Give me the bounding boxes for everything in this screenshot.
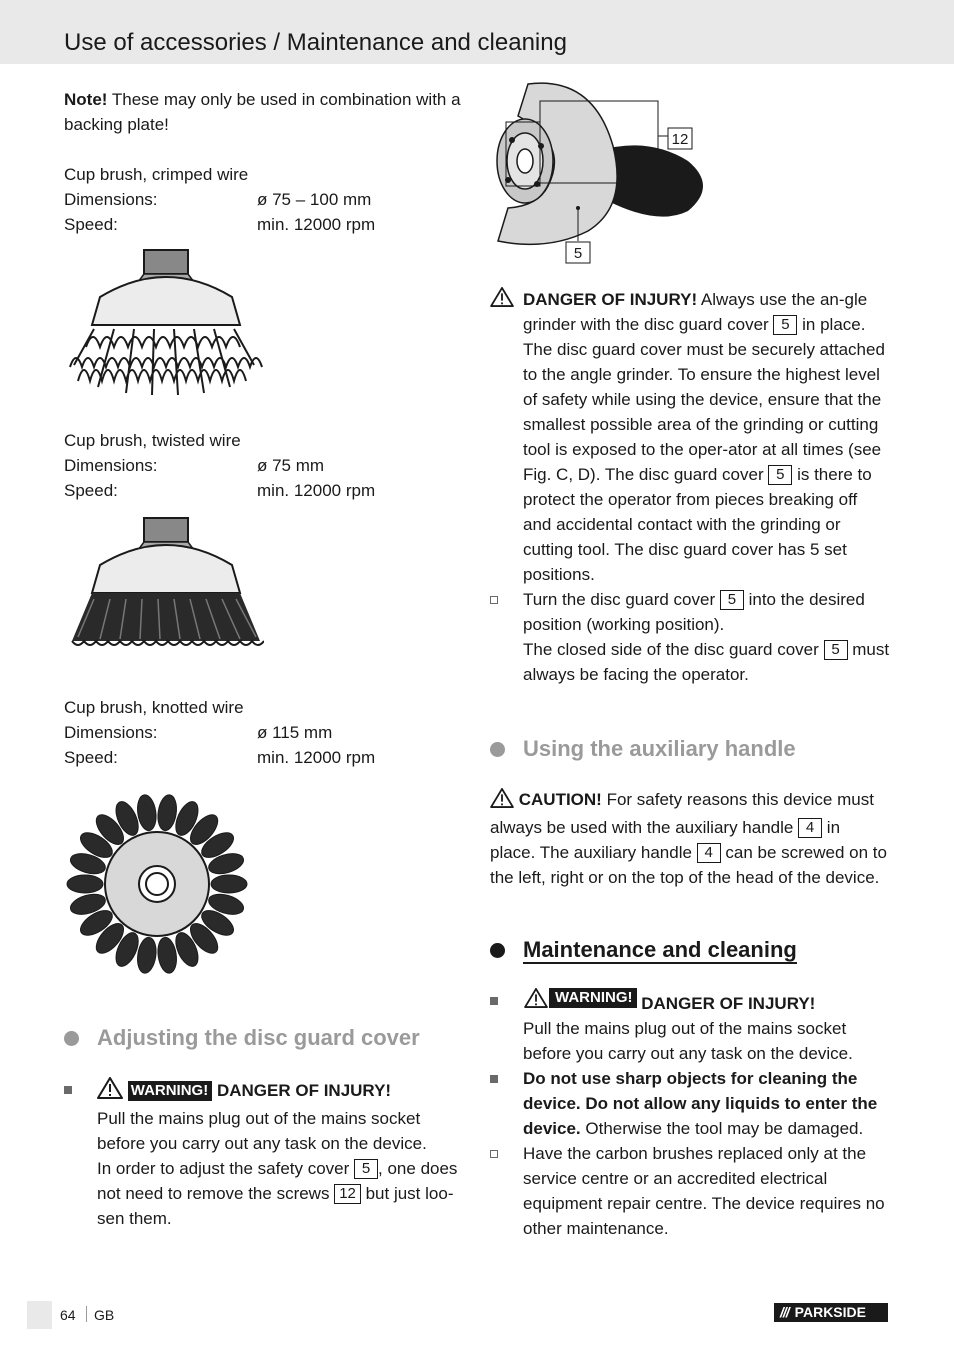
- turn-text-1: Turn the disc guard cover: [523, 590, 720, 609]
- note-text: These may only be used in combination with a backing plate!: [64, 90, 461, 134]
- page-number: 64: [60, 1307, 76, 1323]
- note-paragraph: [64, 87, 464, 137]
- maintenance-text-1: Pull the mains plug out of the mains socket before you carry out any task on the device.: [523, 1019, 853, 1063]
- speed-label: Speed:: [64, 215, 118, 234]
- ref-number: 5: [773, 315, 797, 335]
- maintenance-text-2: Otherwise the tool may be damaged.: [580, 1119, 864, 1138]
- language-code: GB: [94, 1307, 115, 1323]
- adjusting-text-3: , one does not need to remove the screws: [97, 1159, 458, 1203]
- brush-spec-twisted: [64, 428, 464, 503]
- maintenance-cleaning-item: [490, 1066, 890, 1141]
- warning-badge-text: WARNING!: [130, 1082, 209, 1099]
- dimensions-value: ø 75 – 100 mm: [257, 190, 372, 209]
- wheel-brush-knotted-image: [64, 792, 254, 982]
- maintenance-heading: [490, 936, 890, 964]
- ref-number: 5: [354, 1159, 378, 1179]
- speed-value: min. 12000 rpm: [257, 215, 376, 234]
- hollow-square-bullet-icon: [490, 596, 498, 604]
- brush-spec-table: [64, 453, 375, 503]
- danger-label: DANGER OF INJURY!: [523, 290, 698, 309]
- square-bullet-icon: [490, 1075, 498, 1083]
- ref-number: 5: [720, 590, 744, 610]
- aux-caution-paragraph: [490, 787, 890, 890]
- hollow-square-bullet-icon: [490, 1150, 498, 1158]
- adjusting-text-4: but just loo-sen them.: [97, 1184, 454, 1228]
- angle-grinder-figure: [488, 76, 728, 266]
- dimensions-value: ø 75 mm: [257, 456, 325, 475]
- ref-number: 5: [824, 640, 848, 660]
- square-bullet-icon: [490, 997, 498, 1005]
- maintenance-warning-item: [490, 988, 890, 1066]
- footer-divider: [86, 1306, 87, 1322]
- wire-knot: [211, 875, 247, 893]
- logo-slashes: ///: [780, 1304, 789, 1320]
- dimensions-value: ø 115 mm: [257, 723, 333, 742]
- parkside-logo: [774, 1303, 888, 1322]
- heading-bullet-icon: [490, 943, 505, 958]
- logo-text: PARKSIDE: [794, 1304, 866, 1320]
- speed-label: Speed:: [64, 481, 118, 500]
- left-column: [64, 87, 464, 1231]
- figure-label-5: 5: [573, 245, 583, 262]
- heading-bullet-icon: [64, 1031, 79, 1046]
- wire-knot: [135, 794, 158, 832]
- turn-guard-item: [490, 587, 890, 687]
- aux-text-2: in place. The auxiliary handle: [490, 818, 841, 862]
- danger-block: [490, 287, 890, 587]
- cup-brush-crimped-image: [64, 247, 264, 407]
- warning-triangle-icon: [97, 1077, 123, 1106]
- turn-text-3: The closed side of the disc guard cover: [523, 640, 824, 659]
- adjusting-heading: [64, 1024, 464, 1052]
- brush-spec-table: [64, 720, 375, 770]
- wire-knot: [135, 936, 158, 974]
- brush-spec-knotted: [64, 695, 464, 770]
- warning-badge: [523, 988, 637, 1008]
- wire-knot: [156, 794, 179, 832]
- speed-label: Speed:: [64, 748, 118, 767]
- cup-brush-twisted-image: [64, 515, 264, 660]
- danger-text-1: Always use the an-gle grinder with the disc guard cover: [523, 290, 868, 334]
- brush-spec-table: [64, 187, 375, 237]
- aux-handle-heading: [490, 735, 890, 763]
- ref-number: 4: [697, 843, 721, 863]
- brush-name: Cup brush, twisted wire: [64, 431, 241, 450]
- turn-text-4: must always be facing the operator.: [523, 640, 890, 684]
- speed-value: min. 12000 rpm: [257, 748, 376, 767]
- maintenance-heading-text: Maintenance and cleaning: [523, 937, 797, 962]
- note-label: Note!: [64, 90, 108, 109]
- warning-badge: [128, 1081, 213, 1101]
- square-bullet-icon: [64, 1086, 72, 1094]
- right-column: [490, 287, 890, 1241]
- danger-text-2: in place. The disc guard cover must be securely attached to the angle grinder. To ensure the highest level of safety while using the device, ensure that the smallest possible area of the grinding or cutting tool is exposed to the oper-ator at all times (see Fig. C, D). The disc guard cover: [523, 315, 885, 484]
- brush-spec-crimped: [64, 162, 464, 237]
- page-title: Use of accessories / Maintenance and cleaning: [64, 29, 567, 56]
- aux-handle-heading-text: Using the auxiliary handle: [523, 736, 796, 761]
- maintenance-brushes-item: [490, 1141, 890, 1241]
- wire-knot: [156, 936, 179, 974]
- heading-bullet-icon: [490, 742, 505, 757]
- ref-number: 12: [334, 1184, 361, 1204]
- warning-triangle-icon: [490, 788, 514, 815]
- turn-text-2: into the desired position (working position).: [523, 590, 865, 634]
- danger-label: DANGER OF INJURY!: [641, 994, 816, 1013]
- ref-number: 4: [798, 818, 822, 838]
- aux-text-1: For safety reasons this device must always be used with the auxiliary handle: [490, 790, 874, 837]
- brush-name: Cup brush, knotted wire: [64, 698, 244, 717]
- caution-label: CAUTION!: [518, 790, 602, 809]
- dimensions-label: Dimensions:: [64, 190, 158, 209]
- figure-label-12: 12: [671, 131, 689, 148]
- adjusting-text-1: Pull the mains plug out of the mains socket before you carry out any task on the device.: [97, 1109, 427, 1153]
- brush-name: Cup brush, crimped wire: [64, 165, 249, 184]
- footer-tab: [27, 1301, 52, 1329]
- wire-knot: [67, 875, 103, 893]
- adjusting-text-2: In order to adjust the safety cover: [97, 1159, 355, 1178]
- aux-text-3: can be screwed on to the left, right or on the top of the head of the device.: [490, 843, 887, 887]
- danger-text-3: is there to protect the operator from pieces breaking off and accidental contact with the grinding or cutting tool. The disc guard cover has 5 set positions.: [523, 465, 872, 584]
- ref-number: 5: [768, 465, 792, 485]
- maintenance-text-3: Have the carbon brushes replaced only at the service centre or an accredited electrical equipment repair centre. The device requires no other maintenance.: [523, 1144, 885, 1238]
- warning-badge-text: WARNING!: [555, 989, 633, 1006]
- adjusting-heading-text: Adjusting the disc guard cover: [97, 1025, 420, 1050]
- dimensions-label: Dimensions:: [64, 456, 158, 475]
- maintenance-bold-text: Do not use sharp objects for cleaning the device. Do not allow any liquids to enter the device.: [523, 1069, 878, 1138]
- danger-label: DANGER OF INJURY!: [216, 1081, 392, 1100]
- dimensions-label: Dimensions:: [64, 723, 158, 742]
- warning-triangle-icon: [490, 287, 514, 314]
- speed-value: min. 12000 rpm: [257, 481, 376, 500]
- adjusting-warning-item: [64, 1077, 464, 1231]
